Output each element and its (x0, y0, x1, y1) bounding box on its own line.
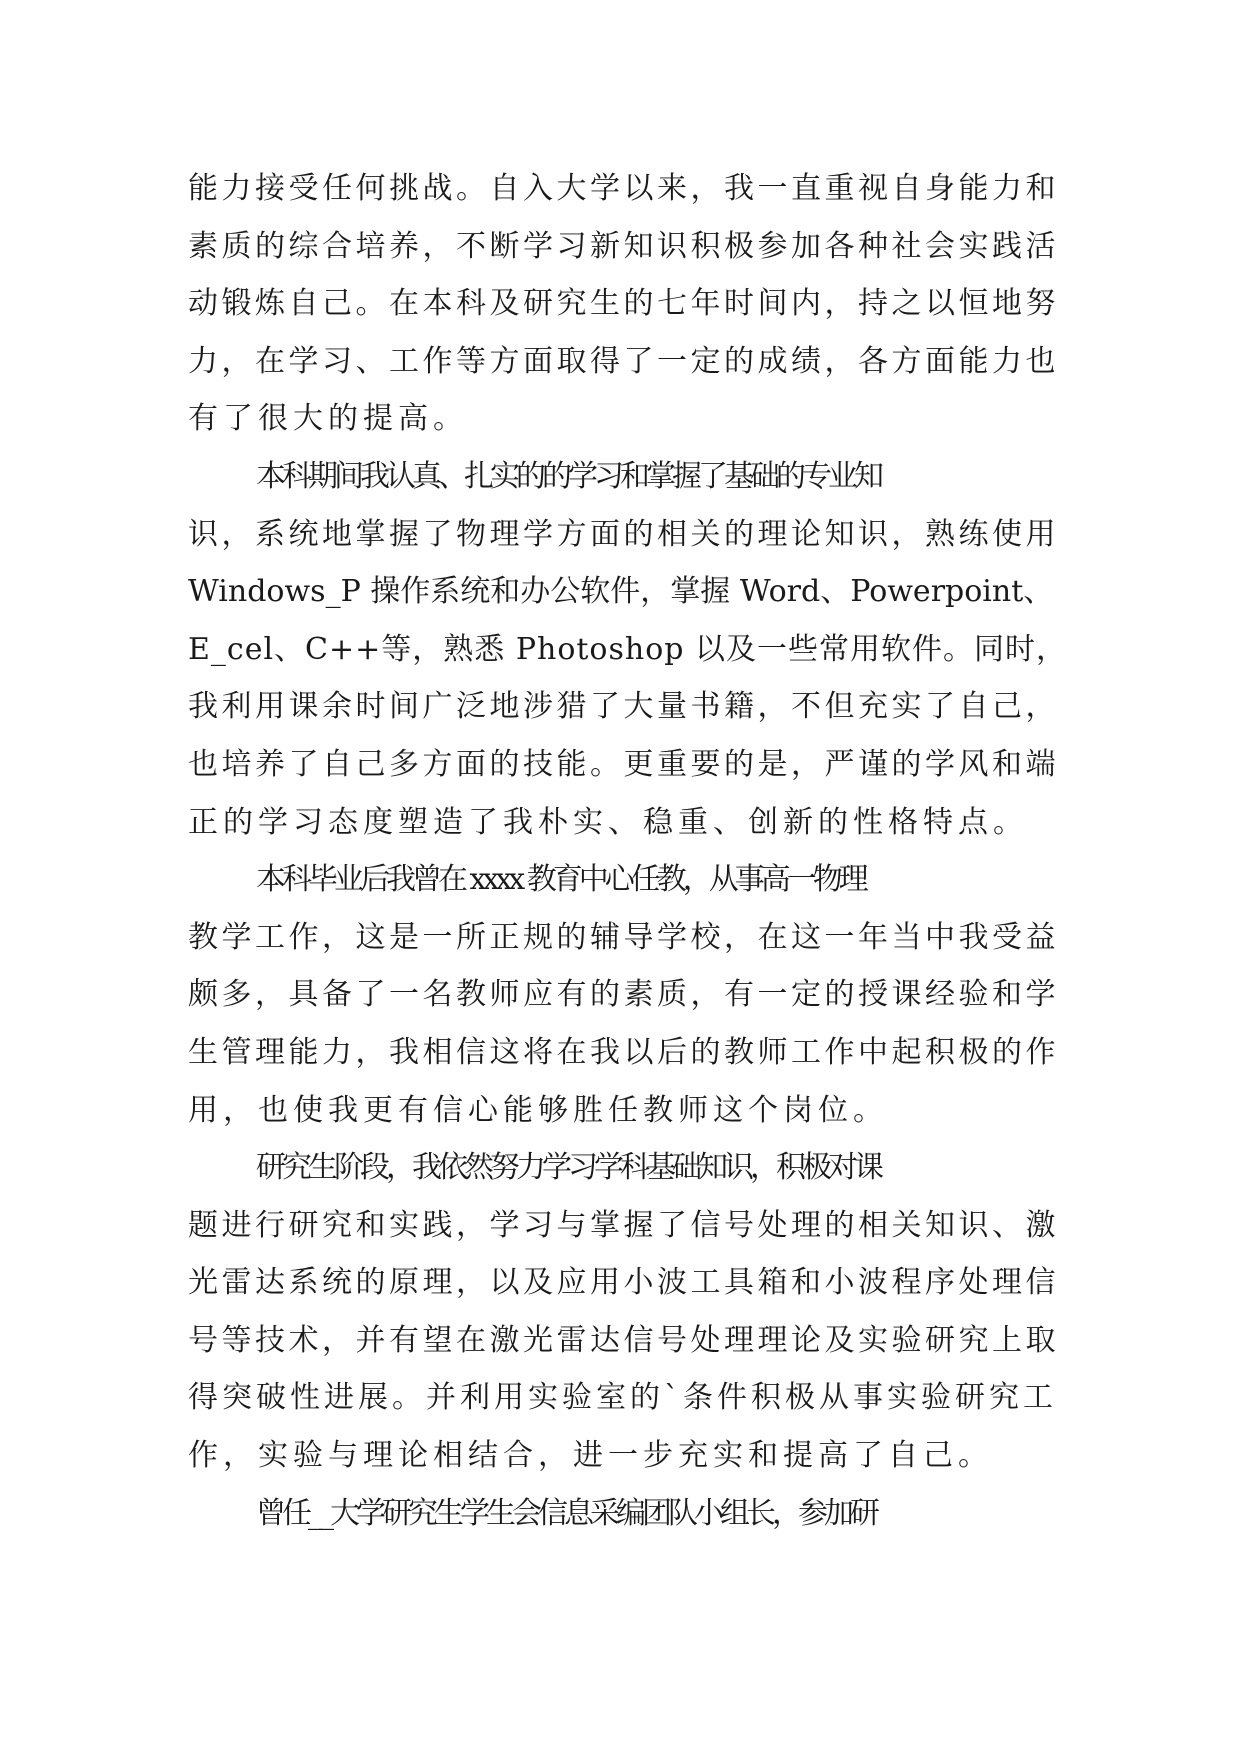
text-line: 用，也使我更有信心能够胜任教师这个岗位。 (188, 1092, 888, 1128)
text-line: 颇多，具备了一名教师应有的素质，有一定的授课经验和学 (188, 977, 1059, 1013)
text-line: 有了很大的提高。 (188, 401, 468, 437)
text-line: 得突破性进展。并利用实验室的`条件积极从事实验研究工 (188, 1380, 1057, 1416)
text-line: 动锻炼自己。在本科及研究生的七年时间内，持之以恒地努 (188, 286, 1059, 322)
text-line: 作，实验与理论相结合，进一步充实和提高了自己。 (188, 1438, 993, 1474)
paragraph-first-line: 研究生阶段，我依然努力学习学科基础知识，积极对课 (256, 1150, 880, 1186)
paragraph-first-line: 曾任__大学研究生学生会信息采编团队小组长，参加研 (256, 1495, 876, 1531)
paragraph-first-line: 本科期间我认真、扎实的的学习和掌握了基础的专业知 (256, 458, 880, 494)
document-body (188, 160, 1068, 1542)
text-line: 能力接受任何挑战。自入大学以来，我一直重视自身能力和 (188, 171, 1059, 206)
text-line: 光雷达系统的原理，以及应用小波工具箱和小波程序处理信 (188, 1265, 1059, 1301)
text-line: 题进行研究和实践，学习与掌握了信号处理的相关知识、激 (188, 1207, 1059, 1243)
text-line: 正的学习态度塑造了我朴实、稳重、创新的性格特点。 (188, 804, 1028, 840)
paragraph-first-line: 本科毕业后我曾在 xxxx 教育中心任教，从事高一物理 (256, 862, 865, 898)
text-line: 识，系统地掌握了物理学方面的相关的理论知识，熟练使用 (188, 516, 1059, 552)
text-line: 我利用课余时间广泛地涉猎了大量书籍，不但充实了自己， (188, 689, 1059, 725)
text-line: E_cel、C++等，熟悉 Photoshop 以及一些常用软件。同时， (188, 631, 1068, 667)
text-line: 素质的综合培养，不断学习新知识积极参加各种社会实践活 (188, 228, 1059, 264)
text-line: 力，在学习、工作等方面取得了一定的成绩，各方面能力也 (188, 343, 1059, 379)
text-line: 教学工作，这是一所正规的辅导学校，在这一年当中我受益 (188, 919, 1059, 955)
text-line: Windows_P 操作系统和办公软件，掌握 Word、Powerpoint、 (188, 574, 1054, 610)
text-line: 也培养了自己多方面的技能。更重要的是，严谨的学风和端 (188, 746, 1059, 782)
text-line: 生管理能力，我相信这将在我以后的教师工作中起积极的作 (188, 1034, 1059, 1070)
text-line: 号等技术，并有望在激光雷达信号处理理论及实验研究上取 (188, 1322, 1059, 1358)
